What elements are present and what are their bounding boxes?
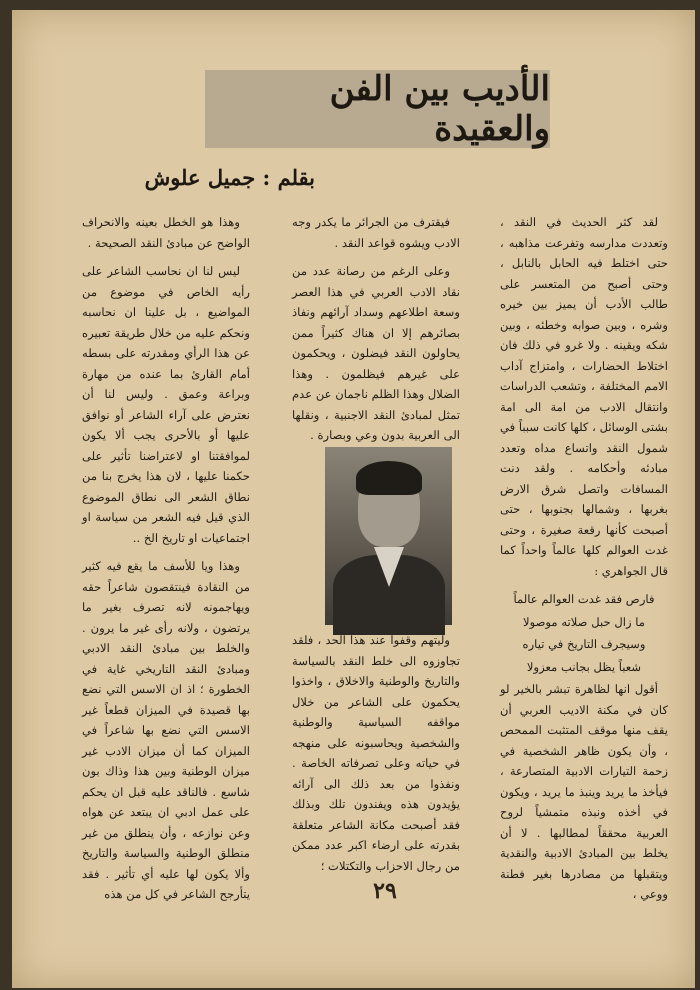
article-title-banner: [205, 70, 550, 148]
paragraph: وهذا ويا للأسف ما يقع فيه كثير من النقادة فينتقصون شاعراً حقه ويهاجمونه لانه تصرف بغير ما يرتضون ، ولانه رأى غير ما يرون . والخلط بين مبادئ النقد الادبي ومبادئ النقد التاريخي غاية في الخطورة ؛ اذ ان الاسس التي نضع بها قصيدة في الميزان قطعاً غير الاسس التي نضع بها شاعراً في الميزان كما أن ميزان الادب غير ميزان الوطنية وبين هذا وذاك بون شاسع . فالناقد عليه قبل ان يحكم على عمل ادبي ان يبتعد عن هواه وعن نوازعه ، وأن ينطلق من غير منطلق الوطنية والسياسة والتاريخ وألا يكون لها عليه أي تأثير . فقد يتأرجح الشاعر في كل من هذه: [82, 559, 250, 901]
column-middle: [292, 212, 460, 442]
paragraph: لقد كثر الحديث في النقد ، وتعددت مدارسه وتفرعت مذاهبه ، حتى اختلط فيه الحابل بالنابل ، وحتى أصبح من المتعسر على طالب الأدب أن يميز بين خيره وشره ، وبين صوابه وخطئه ، وبين شكه ويقينه . ولا غرو في ذلك فان اختلاط الحضارات ، وامتزاج آداب الامم المختلفة ، وتشعب الدراسات وانتقال الادب من امة الى امة بشتى الوسائل ، كلها كانت سبباً في شمول النقد واتساع مداه وتعدد مبادئه وأحكامه . ولقد دنت المسافات واتصل شرق الارض بغربها ، وشمالها بجنوبها ، حتى أصبحت كأنها رقعة صغيرة ، وحتى غدت العوالم كلها عالماً واحداً كما قال الجواهري :: [500, 215, 668, 578]
verse-line: ما زال حبل صلاته موصولا: [522, 614, 646, 629]
article-title: الأديب بين الفن والعقيدة: [329, 69, 550, 149]
page-number: ٢٩: [373, 878, 397, 904]
column-middle-lower: [292, 630, 460, 885]
paragraph: فيقترف من الجرائر ما يكدر وجه الادب ويشوه قواعد النقد .: [292, 215, 460, 250]
photo-hair: [356, 461, 422, 495]
verse-line: وسيجرف التاريخ في تياره: [522, 637, 646, 651]
column-right: [500, 212, 668, 902]
verse-line: فارص فقد غدت العوالم عالماً: [513, 592, 655, 606]
left-dark-edge: [0, 0, 12, 990]
paragraph: ليس لنا ان نحاسب الشاعر على رأيه الخاص في موضوع من المواضيع ، بل علينا ان نحاسبه ونحكم عليه من خلال طريقة تعبيره عن هذا الرأي ومقدرته على بسطه أمام القارئ بما عنده من مهارة وبراعة وعمق . وليس لنا أن نعترض على آراء الشاعر أو نوافق عليها أو بالأحرى يجب ألا يكون لموافقتنا او لاعتراضنا تأثير على حكمنا عليها ، لان هذا يخرج بنا من نطاق الشعر الى نطاق الموضوع الذي قيل فيه الشعر من سياسة او اجتماعيات او تاريخ الخ ..: [82, 264, 250, 545]
verse-line: شعباً يظل بجانب معزولا: [526, 659, 642, 674]
paragraph: وعلى الرغم من رصانة عدد من نقاد الادب العربي في هذا العصر وسعة اطلاعهم وسداد آرائهم ونفاذ بصائرهم إلا ان هناك كثيراً ممن يحاولون النقد فيضلون ، ويحكمون على غيرهم فيظلمون . وهذا الضلال وهذا الظلم ناجمان عن عدم تمثل لمبادئ النقد الاجنبية ، ونقلها الى العربية بدون وعي وبصارة .: [291, 264, 460, 442]
column-left: [82, 212, 250, 901]
author-byline: بقلم : جميل علوش: [144, 165, 315, 190]
paragraph: أقول انها لظاهرة تبشر بالخير لو كان في مكنة الاديب العربي أن يقف منها موقف المتثبت الممحص ، وأن يكون ظاهر الشخصية في زحمة التيارات الادبية المتصارعة ، فيأخذ ما يريد وينبذ ما يريد ، ويكون في أخذه ونبذه متمشياً لروح العربية محققاً لمطالبها . لا أن يخلط بين المبادئ الادبية والنقدية ويتقبلها من مصادرها بغير فطنة ووعي ،: [500, 682, 668, 901]
paragraph: وهذا هو الخطل بعينه والانحراف الواضح عن مبادئ النقد الصحيحة .: [82, 215, 250, 250]
paragraph: وليتهم وقفوا عند هذا الحد ، فلقد تجاوزوه الى خلط النقد بالسياسة والتاريخ والوطنية والاخلاق ، واخذوا يحكمون على الشاعر من خلال مواقفه السياسية والوطنية والشخصية ويحاسبونه على منهجه في حياته وعلى تصرفاته الخاصة . ونفذوا من بعد ذلك الى آرائه يؤيدون هذه ويفندون تلك وبذلك فقد أصبحت مكانة الشاعر متعلقة بقدرته على ارضاء اكبر عدد ممكن من رجال الاحزاب والتكتلات ؛: [292, 633, 460, 873]
author-photo: [325, 447, 452, 625]
